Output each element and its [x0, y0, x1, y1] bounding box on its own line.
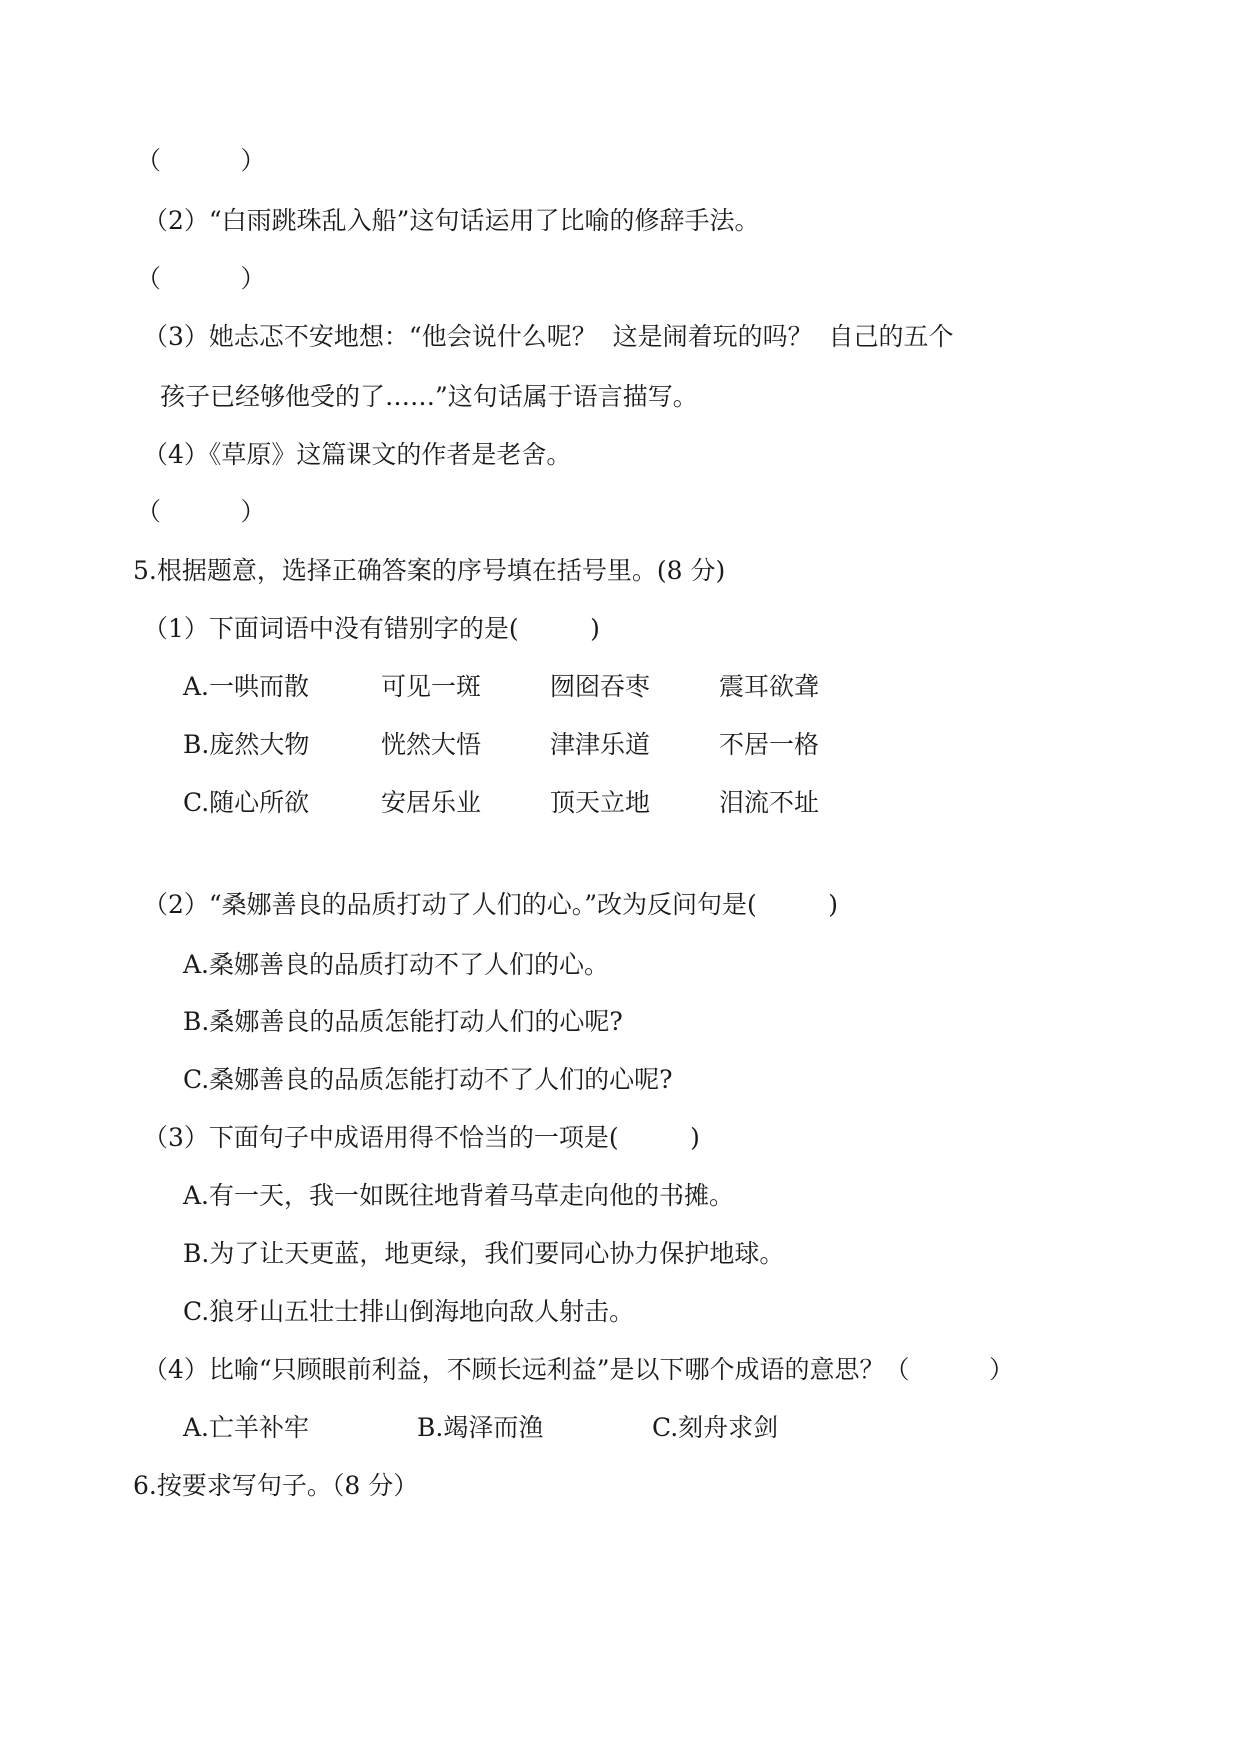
question-4-3-cont: 孩子已经够他受的了……”这句话属于语言描写。: [160, 382, 698, 411]
question-5-3: （3）下面句子中成语用得不恰当的一项是( ): [143, 1123, 700, 1152]
answer-blank-1[interactable]: （ ）: [136, 146, 266, 175]
option-5-1-b-2: 恍然大悟: [381, 730, 482, 759]
question-4-2: （2）“白雨跳珠乱入船”这句话运用了比喻的修辞手法。: [143, 206, 760, 235]
option-5-4-c: C.刻舟求剑: [652, 1413, 779, 1442]
option-5-1-a-4: 震耳欲聋: [719, 672, 820, 701]
question-4-3: （3）她忐忑不安地想：“他会说什么呢？ 这是闹着玩的吗？ 自己的五个: [143, 322, 954, 351]
option-5-1-c-1: C.随心所欲: [183, 788, 310, 817]
question-5-4: （4）比喻“只顾眼前利益，不顾长远利益”是以下哪个成语的意思？（ ）: [143, 1355, 1014, 1384]
option-5-2-c: C.桑娜善良的品质怎能打动不了人们的心呢?: [183, 1065, 673, 1094]
answer-blank-2[interactable]: （ ）: [136, 264, 266, 293]
question-5-1: （1）下面词语中没有错别字的是( ): [143, 614, 600, 643]
section-5-heading: 5.根据题意，选择正确答案的序号填在括号里。(8 分): [133, 556, 726, 585]
option-5-1-a-2: 可见一斑: [381, 672, 482, 701]
option-5-1-a-1: A.一哄而散: [183, 672, 310, 701]
option-5-4-a: A.亡羊补牢: [183, 1413, 310, 1442]
option-5-2-a: A.桑娜善良的品质打动不了人们的心。: [183, 950, 610, 979]
option-5-1-c-3: 顶天立地: [550, 788, 651, 817]
question-4-4: （4）《草原》这篇课文的作者是老舍。: [143, 440, 572, 469]
question-5-2: （2）“桑娜善良的品质打动了人们的心。”改为反问句是( ): [143, 890, 838, 919]
option-5-3-a: A.有一天，我一如既往地背着马草走向他的书摊。: [183, 1181, 735, 1210]
option-5-1-c-4: 泪流不址: [719, 788, 820, 817]
option-5-3-b: B.为了让天更蓝，地更绿，我们要同心协力保护地球。: [183, 1239, 785, 1268]
option-5-1-c-2: 安居乐业: [381, 788, 482, 817]
option-5-1-b-4: 不居一格: [719, 730, 820, 759]
option-5-1-a-3: 囫囵吞枣: [550, 672, 651, 701]
option-5-2-b: B.桑娜善良的品质怎能打动人们的心呢?: [183, 1007, 623, 1036]
option-5-3-c: C.狼牙山五壮士排山倒海地向敌人射击。: [183, 1297, 635, 1326]
option-5-1-b-3: 津津乐道: [550, 730, 651, 759]
option-5-4-b: B.竭泽而渔: [417, 1413, 544, 1442]
option-5-1-b-1: B.庞然大物: [183, 730, 310, 759]
section-6-heading: 6.按要求写句子。（8 分）: [133, 1471, 419, 1500]
answer-blank-3[interactable]: （ ）: [136, 497, 266, 526]
